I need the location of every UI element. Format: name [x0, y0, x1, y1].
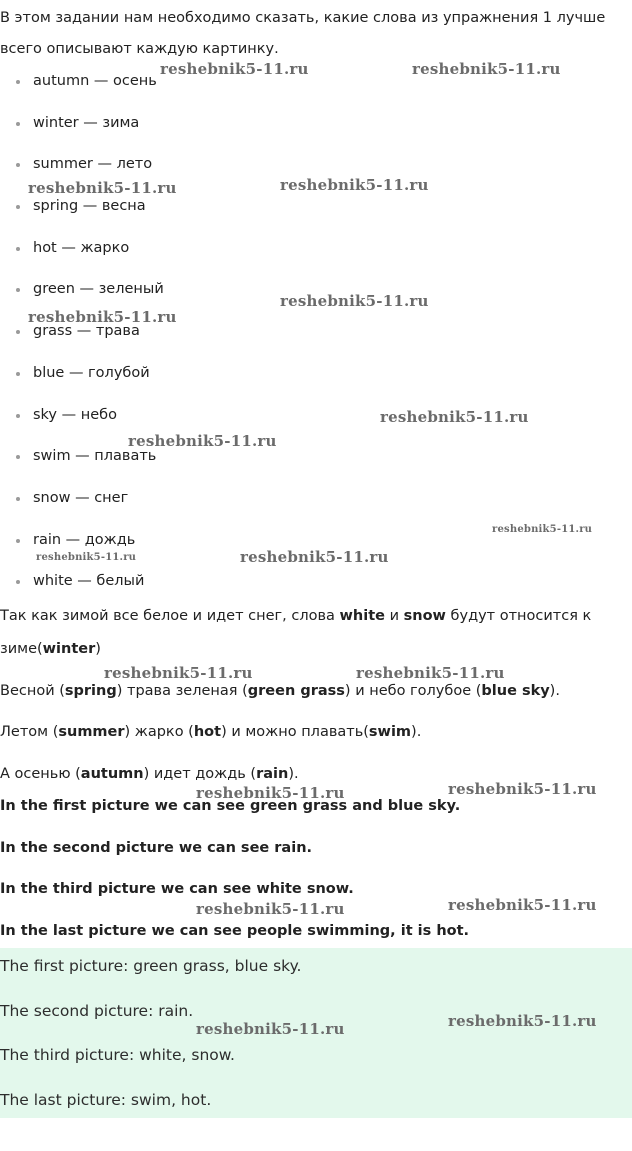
- bullet-icon: [16, 247, 20, 251]
- bullet-icon: [16, 122, 20, 126]
- watermark: reshebnik5-11.ru: [104, 664, 253, 682]
- bullet-icon: [16, 497, 20, 501]
- intro-line-1: В этом задании нам необходимо сказать, какие слова из упражнения 1 лучше: [0, 10, 606, 26]
- watermark: reshebnik5-11.ru: [492, 524, 593, 535]
- watermark: reshebnik5-11.ru: [36, 552, 137, 563]
- watermark: reshebnik5-11.ru: [448, 780, 597, 798]
- list-item: green — зеленый: [0, 271, 164, 313]
- watermark: reshebnik5-11.ru: [280, 292, 429, 310]
- list-item: autumn — осень: [0, 63, 164, 105]
- list-item: winter — зима: [0, 105, 164, 147]
- bullet-icon: [16, 205, 20, 209]
- list-item: snow — снег: [0, 480, 164, 522]
- sentence-second: In the second picture we can see rain.: [0, 840, 313, 856]
- watermark: reshebnik5-11.ru: [196, 1020, 345, 1038]
- watermark: reshebnik5-11.ru: [196, 900, 345, 918]
- list-item: white — белый: [0, 563, 164, 605]
- watermark: reshebnik5-11.ru: [160, 60, 309, 78]
- bullet-icon: [16, 414, 20, 418]
- answer-first: The first picture: green grass, blue sky.: [0, 957, 302, 975]
- bullet-icon: [16, 580, 20, 584]
- bullet-icon: [16, 288, 20, 292]
- watermark: reshebnik5-11.ru: [128, 432, 277, 450]
- bullet-icon: [16, 163, 20, 167]
- list-item: hot — жарко: [0, 230, 164, 272]
- watermark: reshebnik5-11.ru: [380, 408, 529, 426]
- sentence-last: In the last picture we can see people swimming, it is hot.: [0, 923, 470, 939]
- watermark: reshebnik5-11.ru: [280, 176, 429, 194]
- explanation-summer: Летом (summer) жарко (hot) и можно плавать(swim).: [0, 724, 422, 740]
- answer-third: The third picture: white, snow.: [0, 1046, 235, 1064]
- watermark: reshebnik5-11.ru: [28, 308, 177, 326]
- intro-line-2: всего описывают каждую картинку.: [0, 41, 279, 57]
- bullet-icon: [16, 455, 20, 459]
- watermark: reshebnik5-11.ru: [448, 896, 597, 914]
- list-item: summer — лето: [0, 146, 164, 188]
- explanation-winter-2: зиме(winter): [0, 641, 101, 657]
- bullet-icon: [16, 330, 20, 334]
- watermark: reshebnik5-11.ru: [196, 784, 345, 802]
- watermark: reshebnik5-11.ru: [28, 179, 177, 197]
- explanation-spring: Весной (spring) трава зеленая (green grass) и небо голубое (blue sky).: [0, 683, 560, 699]
- list-item: spring — весна: [0, 188, 164, 230]
- watermark: reshebnik5-11.ru: [356, 664, 505, 682]
- list-item: swim — плавать: [0, 438, 164, 480]
- bullet-icon: [16, 372, 20, 376]
- list-item: sky — небо: [0, 397, 164, 439]
- watermark: reshebnik5-11.ru: [240, 548, 389, 566]
- sentence-third: In the third picture we can see white snow.: [0, 881, 354, 897]
- vocab-list: [0, 63, 164, 605]
- answer-last: The last picture: swim, hot.: [0, 1091, 212, 1109]
- list-item: blue — голубой: [0, 355, 164, 397]
- explanation-autumn: А осенью (autumn) идет дождь (rain).: [0, 766, 299, 782]
- watermark: reshebnik5-11.ru: [412, 60, 561, 78]
- list-item: rain — дождь: [0, 522, 164, 564]
- bullet-icon: [16, 80, 20, 84]
- watermark: reshebnik5-11.ru: [448, 1012, 597, 1030]
- list-item: grass — трава: [0, 313, 164, 355]
- bullet-icon: [16, 539, 20, 543]
- explanation-winter: Так как зимой все белое и идет снег, слова white и snow будут относится к: [0, 608, 592, 624]
- sentence-first: In the first picture we can see green grass and blue sky.: [0, 798, 461, 814]
- answer-second: The second picture: rain.: [0, 1002, 194, 1020]
